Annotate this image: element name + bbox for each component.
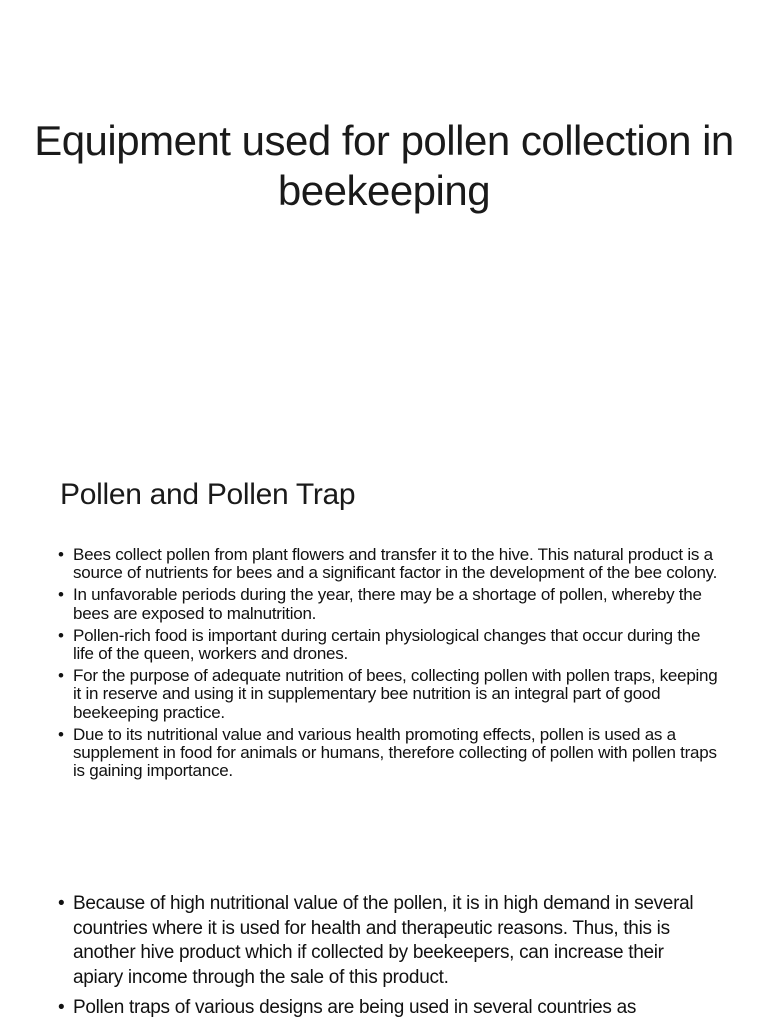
presentation-title: Equipment used for pollen collection in beekeeping [34,117,734,214]
bullet-text: Bees collect pollen from plant flowers and transfer it to the hive. This natural product is a source of nutrients for bees and a significant factor in the development of the bee colony. [73,545,718,583]
bullet-marker: • [58,893,65,914]
bullet-marker: • [58,585,64,605]
slide-pollen-trap [0,445,768,840]
bullet-item [58,667,718,722]
bullet-item [58,726,718,781]
section-heading: Pollen and Pollen Trap [60,478,356,511]
bullet-list [58,892,718,1024]
bullet-marker: • [58,545,64,564]
bullet-text: Pollen traps of various designs are being used in several countries as [73,997,637,1018]
bullet-marker: • [58,724,64,744]
bullet-item [58,546,718,582]
bullet-marker: • [58,666,64,686]
bullet-item [58,627,718,663]
bullet-text: Due to its nutritional value and various health promoting effects, pollen is used as a supplement in food for animals or humans, therefore collecting of pollen with pollen traps is gaining importance. [73,724,717,781]
bullet-text: Because of high nutritional value of the pollen, it is in high demand in several countries where it is used for health and therapeutic reasons. Thus, this is another hive product which if collected by beekeepers, can increase their apiary income through the sale of this product. [73,893,694,988]
slide-title [0,0,768,445]
bullet-item [58,996,718,1021]
bullet-text: In unfavorable periods during the year, there may be a shortage of pollen, whereby the bees are exposed to malnutrition. [73,585,702,623]
bullet-item [58,892,718,990]
bullet-marker: • [58,625,64,645]
bullet-marker: • [58,997,65,1018]
slide-pollen-demand [0,840,768,1024]
bullet-item [58,586,718,622]
bullet-list [58,546,718,784]
bullet-text: For the purpose of adequate nutrition of bees, collecting pollen with pollen traps, keeping it in reserve and using it in supplementary bee nutrition is an integral part of good beekeeping practice. [73,666,718,722]
bullet-text: Pollen-rich food is important during certain physiological changes that occur during the life of the queen, workers and drones. [73,625,701,664]
